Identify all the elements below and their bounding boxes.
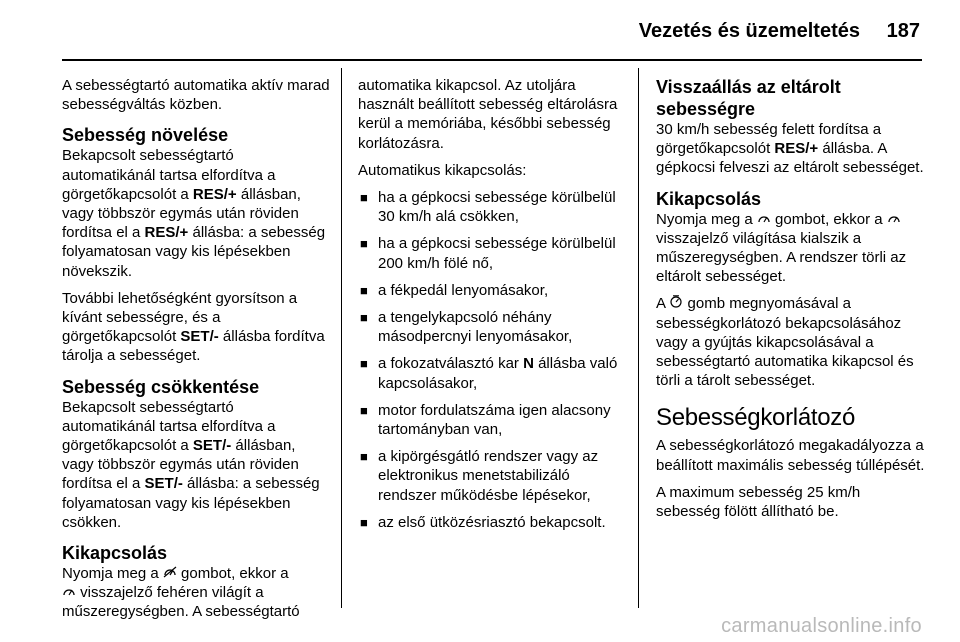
paragraph: A sebességkorlátozó megakadályozza a beállított maximális sebesség túllépését. — [656, 437, 925, 474]
list-item: ■ a fékpedál lenyomásakor, — [360, 281, 549, 299]
cruise-cancel-icon — [163, 564, 177, 583]
column-divider-1 — [341, 68, 342, 608]
cruise-control-icon — [62, 583, 76, 602]
paragraph: A maximum sebesség 25 km/h sebesség fölött állítható be. — [656, 483, 861, 521]
cruise-control-icon — [757, 210, 771, 229]
page-title: Vezetés és üzemeltetés — [638, 20, 860, 42]
list-item: ■ az első ütközésriasztó bekapcsolt. — [360, 513, 606, 531]
list-item: ■ a tengelykapcsoló néhány másodpercnyi lenyomásakor, — [360, 309, 573, 346]
paragraph: További lehetőségként gyorsítson a kívánt sebességre, és a görgetőkapcsolót SET/- állásba fordítva tárolja a sebességet. — [62, 289, 325, 365]
paragraph: Bekapcsolt sebességtartó automatikánál tartsa elfordítva a görgetőkapcsolót a SET/- állásban, vagy többször egymás után röviden fordítsa el a SET/- állásba: a sebesség folyamatosan vagy kis lépésekben csökken. — [62, 398, 320, 531]
list-item: ■ ha a gépkocsi sebessége körülbelül 30 km/h alá csökken, — [360, 189, 616, 226]
paragraph: Nyomja meg a gombot, ekkor a visszajelző fehéren világít a műszeregységben. A sebességtartó — [62, 565, 300, 621]
cruise-control-icon — [887, 210, 901, 229]
paragraph: Automatikus kikapcsolás: — [358, 161, 527, 179]
list-item: ■ a fokozatválasztó kar N állásba való kapcsolásakor, — [360, 355, 618, 392]
column-1 — [62, 76, 330, 630]
list-item: ■ motor fordulatszáma igen alacsony tartományban van, — [360, 401, 611, 439]
list-item: ■ ha a gépkocsi sebessége körülbelül 200 km/h fölé nő, — [360, 235, 616, 272]
paragraph: automatika kikapcsol. Az utoljára használt beállított sebesség eltárolásra kerül a memóriába, későbbi sebesség korlátozásra. — [358, 77, 618, 152]
heading-speed-decrease: Sebesség csökkentése — [62, 376, 260, 397]
paragraph: A sebességtartó automatika aktív marad sebességváltás közben. — [62, 77, 330, 114]
auto-deactivation-list — [358, 188, 628, 532]
paragraph: Bekapcsolt sebességtartó automatikánál tartsa elfordítva a görgetőkapcsolót a RES/+ állásban, vagy többször egymás után röviden fordítsa el a RES/+ állásba: a sebesség folyamatosan vagy kis lépésekben növekszik. — [62, 147, 326, 280]
heading-deactivation: Kikapcsolás — [62, 543, 168, 564]
column-3 — [656, 76, 926, 529]
column-2 — [358, 76, 628, 540]
list-item: ■ a kipörgésgátló rendszer vagy az elektronikus menetstabilizáló rendszer működésbe lépésekor, — [360, 448, 599, 504]
heading-restore-speed: Visszaállás az eltárolt sebességre — [656, 77, 841, 119]
watermark: carmanualsonline.info — [721, 615, 922, 637]
page-header — [0, 0, 960, 60]
column-divider-2 — [638, 68, 639, 608]
page-number: 187 — [886, 20, 920, 42]
paragraph: Nyomja meg a gombot, ekkor a visszajelző világítása kialszik a műszeregységben. A rendszer törli az eltárolt sebességet. — [656, 210, 907, 286]
speed-limiter-icon — [669, 294, 683, 313]
heading-deactivation: Kikapcsolás — [656, 188, 762, 209]
paragraph: 30 km/h sebesség felett fordítsa a görgetőkapcsolót RES/+ állásba. A gépkocsi felveszi az eltárolt sebességet. — [656, 121, 924, 177]
heading-speed-increase: Sebesség növelése — [62, 125, 229, 146]
header-divider — [62, 59, 922, 61]
heading-speed-limiter: Sebességkorlátozó — [656, 404, 856, 432]
paragraph: A gomb megnyomásával a sebességkorlátozó bekapcsolásához vagy a gyújtás kikapcsolásával a sebességtartó automatika kikapcsol és törli a tárolt sebességet. — [656, 295, 914, 390]
